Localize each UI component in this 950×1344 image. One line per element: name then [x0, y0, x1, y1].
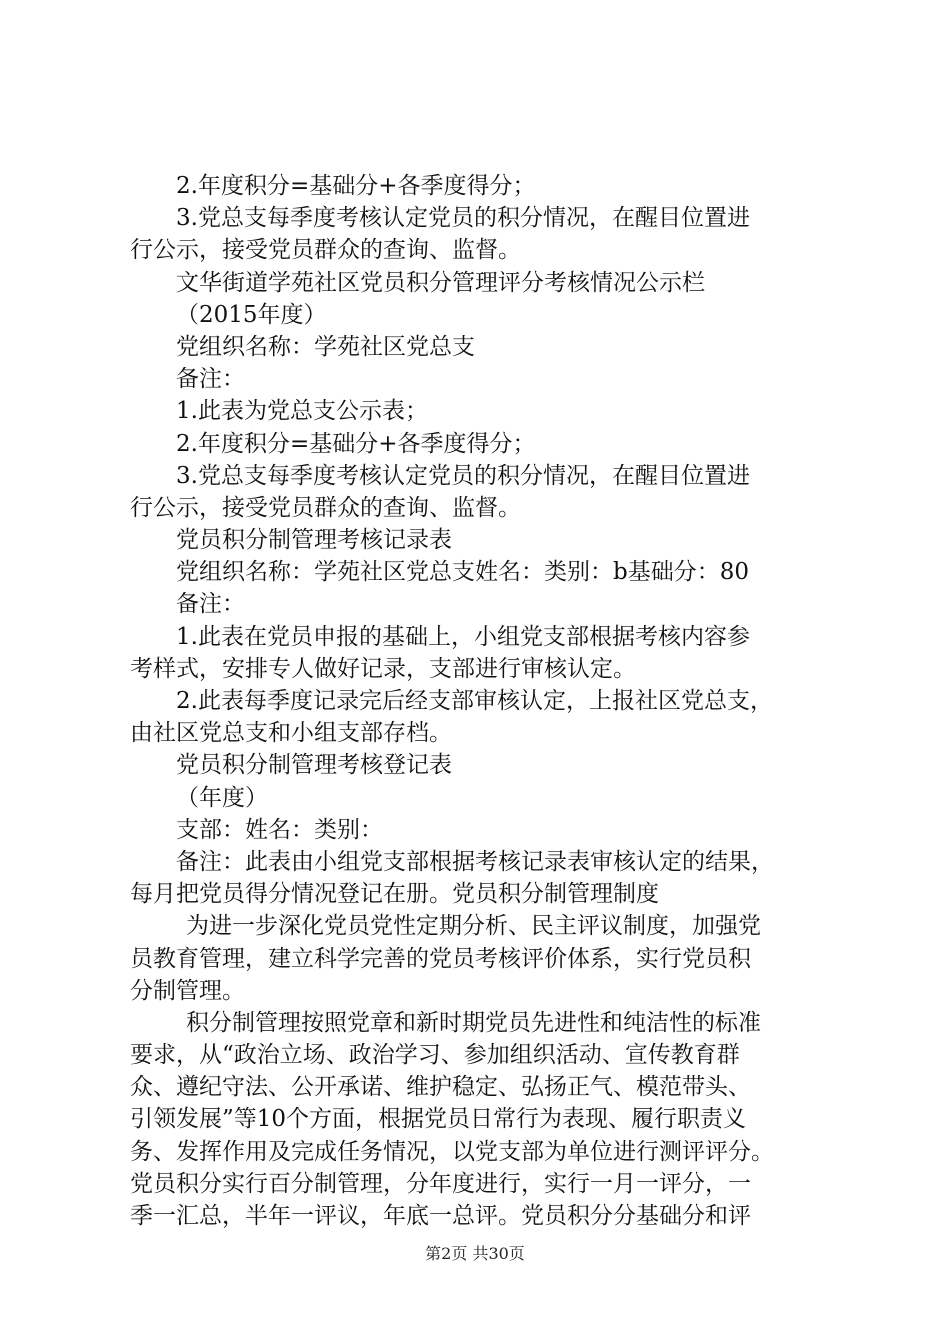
text-line: 党员积分制管理考核登记表	[176, 752, 452, 779]
text-line: 党组织名称：学苑社区党总支	[176, 333, 475, 360]
text-line: 1.此表在党员申报的基础上，小组党支部根据考核内容参	[176, 623, 750, 650]
text-line: （2015年度）	[176, 301, 327, 328]
text-line: 支部：姓名：类别：	[176, 816, 383, 843]
text-line: 员教育管理，建立科学完善的党员考核评价体系，实行党员积	[130, 945, 751, 972]
text-line: 要求，从“政治立场、政治学习、参加组织活动、宣传教育群	[130, 1042, 740, 1069]
text-line: 备注：	[176, 366, 245, 393]
text-line: 党员积分制管理考核记录表	[176, 527, 452, 554]
text-line: 2.年度积分=基础分+各季度得分；	[176, 173, 536, 199]
text-line: 行公示，接受党员群众的查询、监督。	[130, 494, 521, 521]
text-line: 2.年度积分=基础分+各季度得分；	[176, 430, 536, 457]
text-line: 行公示，接受党员群众的查询、监督。	[130, 237, 521, 264]
text-line: 每月把党员得分情况登记在册。党员积分制管理制度	[130, 881, 659, 908]
document-body	[130, 170, 830, 1232]
text-line: 党组织名称：学苑社区党总支姓名：类别：b基础分：80	[176, 559, 749, 586]
text-line: 文华街道学苑社区党员积分管理评分考核情况公示栏	[176, 269, 705, 296]
text-line: 2.此表每季度记录完后经支部审核认定，上报社区党总支，	[176, 688, 773, 714]
text-line: 1.此表为党总支公示表；	[176, 398, 428, 425]
text-line: 3.党总支每季度考核认定党员的积分情况，在醒目位置进	[176, 205, 750, 232]
text-line: 备注：此表由小组党支部根据考核记录表审核认定的结果，	[176, 848, 774, 875]
text-line: 由社区党总支和小组支部存档。	[130, 720, 452, 747]
text-line: 务、发挥作用及完成任务情况，以党支部为单位进行测评评分。	[130, 1138, 774, 1165]
text-line: 积分制管理按照党章和新时期党员先进性和纯洁性的标准	[186, 1009, 761, 1036]
text-line: 党员积分实行百分制管理，分年度进行，实行一月一评分，一	[130, 1170, 751, 1197]
text-line: 为进一步深化党员党性定期分析、民主评议制度，加强党	[186, 913, 761, 940]
text-line: 考样式，安排专人做好记录，支部进行审核认定。	[130, 655, 636, 682]
text-line: 备注：	[176, 591, 245, 618]
text-line: （年度）	[176, 784, 268, 811]
text-line: 分制管理。	[130, 977, 245, 1004]
text-line: 引领发展”等10个方面，根据党员日常行为表现、履行职责义	[130, 1106, 747, 1133]
page-number-footer: 第2页 共30页	[425, 1244, 525, 1263]
text-line: 众、遵纪守法、公开承诺、维护稳定、弘扬正气、模范带头、	[130, 1074, 751, 1101]
text-line: 季一汇总，半年一评议，年底一总评。党员积分分基础分和评	[130, 1203, 751, 1229]
text-line: 3.党总支每季度考核认定党员的积分情况，在醒目位置进	[176, 462, 750, 489]
